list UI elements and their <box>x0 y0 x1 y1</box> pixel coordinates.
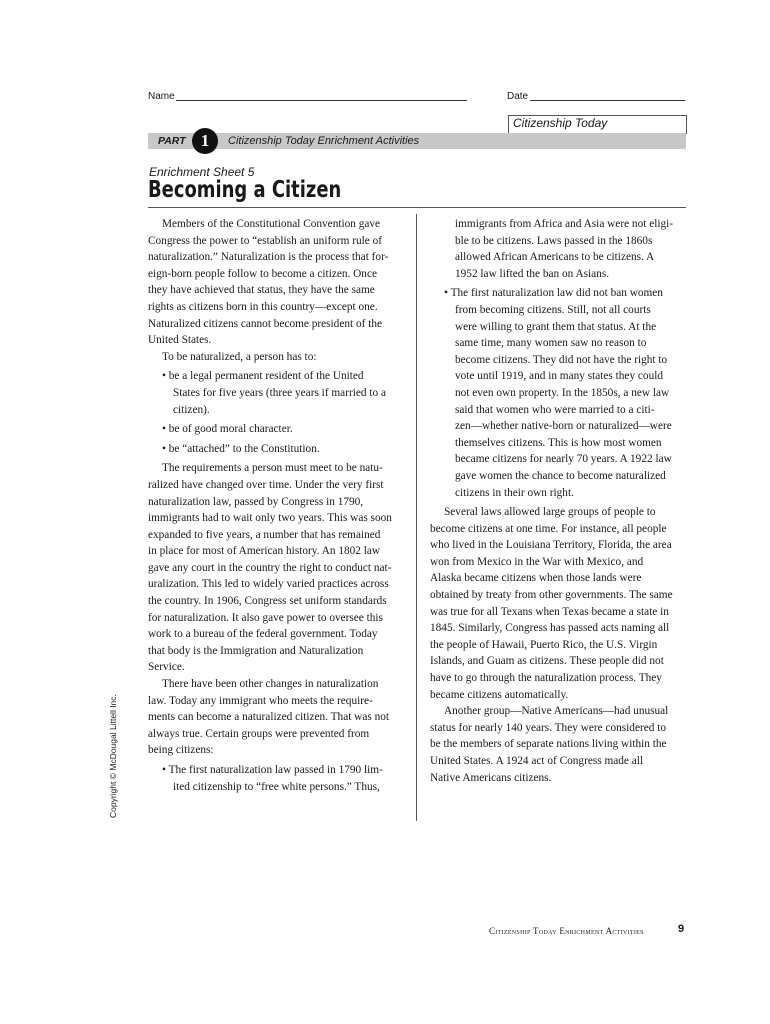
part-number-badge: 1 <box>192 128 218 154</box>
text-line: To be naturalized, a person has to: <box>162 350 317 363</box>
text-line: eign-born people follow to become a citizen. Once <box>148 267 377 280</box>
text-line: become citizens at one time. For instance, all people <box>430 522 667 535</box>
text-line: the people of Hawaii, Puerto Rico, the U.S. Virgin <box>430 638 658 651</box>
page-number: 9 <box>678 923 685 935</box>
text-line: The requirements a person must meet to be natu- <box>162 462 383 475</box>
text-line: not even own property. In the 1850s, a new law <box>455 386 670 399</box>
text-line: the country. In 1906, Congress set uniform standards <box>148 595 387 608</box>
text-line: who lived in the Louisiana Territory, Florida, the area <box>430 539 672 552</box>
text-line: expanded to five years, a number that has remained <box>148 528 381 541</box>
column-divider <box>416 214 417 821</box>
text-line: in place for most of American history. An 1802 law <box>148 545 381 558</box>
text-line: citizen). <box>173 403 210 416</box>
text-line: Several laws allowed large groups of people to <box>444 506 656 519</box>
name-line <box>176 100 467 101</box>
text-line: ralized have changed over time. Under the very first <box>148 478 384 491</box>
part-title: Citizenship Today Enrichment Activities <box>228 135 420 147</box>
copyright-notice: Copyright © McDougal Littell Inc. <box>108 694 118 818</box>
text-line: Naturalized citizens cannot become president of the <box>148 317 382 330</box>
text-line: United States. <box>148 334 212 347</box>
text-line: being citizens: <box>148 744 214 757</box>
text-line: 1845. Similarly, Congress has passed acts naming all <box>430 622 670 635</box>
text-line: they have achieved that status, they have the same <box>148 284 375 297</box>
column-left <box>148 216 405 795</box>
text-line: United States. A 1924 act of Congress made all <box>430 755 644 767</box>
text-line: themselves citizens. This is how most women <box>455 436 662 449</box>
text-line: ble to be citizens. Laws passed in the 1860s <box>455 234 653 247</box>
text-line: There have been other changes in naturalization <box>162 678 379 691</box>
text-line: Another group—Native Americans—had unusual <box>444 705 669 718</box>
text-line: allowed African Americans to be citizens. A <box>455 251 655 264</box>
text-line: became citizens automatically. <box>430 688 569 701</box>
text-line: from becoming citizens. Still, not all courts <box>455 303 651 316</box>
part-label: PART <box>158 135 186 147</box>
text-line: Congress the power to “establish an uniform rule of <box>148 234 383 247</box>
text-line: have to go through the naturalization process. They <box>430 672 662 685</box>
text-line: 1952 law lifted the ban on Asians. <box>455 267 610 280</box>
text-line: that body is the Immigration and Naturalization <box>148 644 364 657</box>
book-title: Citizenship Today <box>513 116 608 130</box>
text-line: work to a bureau of the federal government. Today <box>148 628 378 641</box>
name-label: Name <box>148 91 175 102</box>
text-line: States for five years (three years if married to a <box>173 386 386 399</box>
text-line: were willing to grant them that status. At the <box>455 320 657 333</box>
bullet-item: • The first naturalization law passed in 1790 lim- <box>162 764 383 776</box>
text-line: immigrants had to wait only two years. This was soon <box>148 512 392 525</box>
bullet-item: • be a legal permanent resident of the United <box>162 370 364 383</box>
text-line: vote until 1919, and in many states they could <box>455 370 664 383</box>
text-line: Alaska became citizens when those lands were <box>430 572 642 585</box>
text-line: Members of the Constitutional Convention gave <box>162 218 381 230</box>
title-rule <box>148 207 686 208</box>
text-line: uralization. This led to widely varied practices across <box>148 578 389 591</box>
text-line: status for nearly 140 years. They were considered to <box>430 721 667 734</box>
text-line: same time, many women saw no reason to <box>455 337 647 350</box>
page-title: Becoming a Citizen <box>148 177 342 203</box>
text-line: naturalization.” Naturalization is the process that for- <box>148 251 389 264</box>
text-line: ited citizenship to “free white persons.” Thus, <box>173 780 380 793</box>
text-line: Native Americans citizens. <box>430 771 552 784</box>
text-line: gave any court in the country the right to conduct nat- <box>148 561 392 574</box>
text-line: was true for all Texans when Texas became a state in <box>430 605 669 618</box>
text-line: for naturalization. It also gave power to oversee this <box>148 611 383 624</box>
bullet-item: • be “attached” to the Constitution. <box>162 442 320 455</box>
text-line: naturalization law, passed by Congress in 1790, <box>148 495 364 508</box>
text-line: law. Today any immigrant who meets the require- <box>148 694 373 707</box>
text-line: citizens in their own right. <box>455 486 574 499</box>
text-line: became citizens for nearly 70 years. A 1922 law <box>455 453 672 466</box>
date-label: Date <box>507 91 529 102</box>
text-line: always true. Certain groups were prevented from <box>148 727 370 740</box>
bullet-item: • The first naturalization law did not ban women <box>444 287 663 300</box>
text-line: won from Mexico in the War with Mexico, and <box>430 555 644 568</box>
text-line: Islands, and Guam as citizens. These people did not <box>430 655 664 668</box>
text-line: ments can become a naturalized citizen. That was not <box>148 711 390 724</box>
text-line: zen—whether native-born or naturalized—were <box>455 420 672 433</box>
date-line <box>530 100 685 101</box>
bullet-item: • be of good moral character. <box>162 423 293 436</box>
text-line: obtained by treaty from other governments. The same <box>430 589 673 602</box>
footer-title: Citizenship Today Enrichment Activities <box>489 926 644 936</box>
text-line: immigrants from Africa and Asia were not eligi- <box>455 218 674 230</box>
sheet-label: Enrichment Sheet 5 <box>149 165 255 179</box>
text-line: rights as citizens born in this country—except one. <box>148 300 378 313</box>
text-line: said that women who were married to a citi- <box>455 403 655 416</box>
text-line: Service. <box>148 661 185 674</box>
text-line: gave women the chance to become naturalized <box>455 469 666 482</box>
column-right <box>430 216 686 786</box>
text-line: become citizens. They did not have the right to <box>455 353 668 366</box>
text-line: be the members of separate nations living within the <box>430 738 667 751</box>
